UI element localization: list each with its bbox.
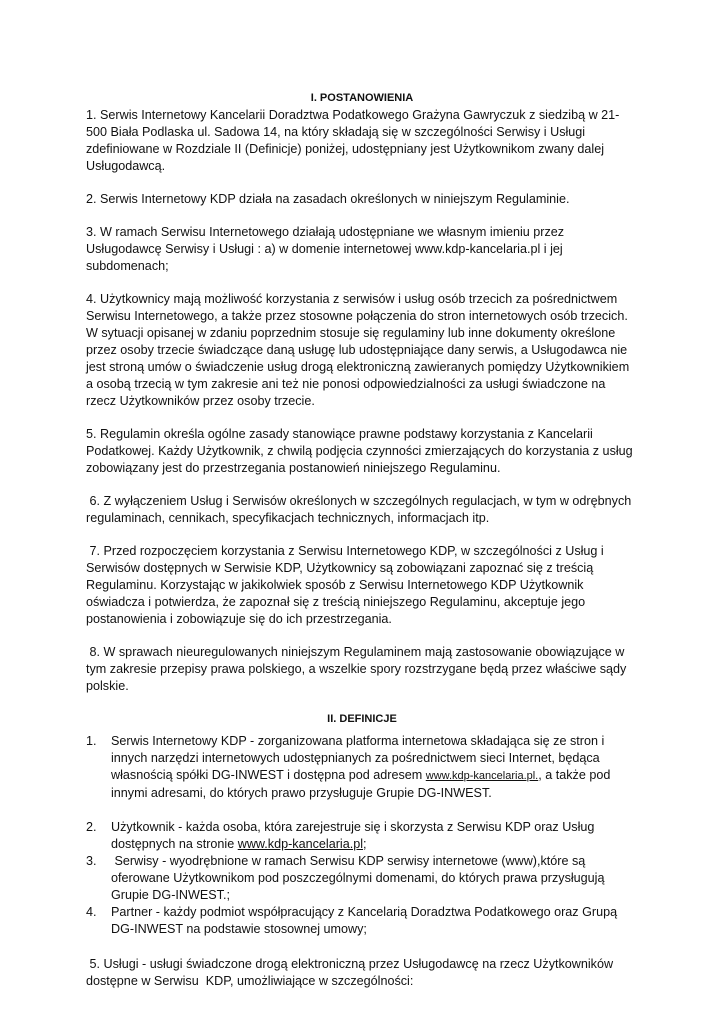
- definition-text: Użytkownik - każda osoba, która zarejestruje się i skorzysta z Serwisu KDP oraz Usług dostępnych na stronie: [111, 820, 595, 851]
- definition-item: [86, 853, 638, 904]
- document-page: [86, 90, 638, 1006]
- definition-text: Serwisy - wyodrębnione w ramach Serwisu KDP serwisy internetowe (www),które są oferowane Użytkownikom pod poszczególnymi domenami, do których prawa przysługują Grupie DG-INWEST.;: [111, 854, 608, 902]
- section-heading-definicje: II. DEFINICJE: [327, 713, 397, 725]
- definition-number: 4.: [86, 905, 97, 919]
- definitions-list: [86, 733, 638, 938]
- paragraph-8: 8. W sprawach nieuregulowanych niniejszym Regulaminem mają zastosowanie obowiązujące w tym zakresie przepisy prawa polskiego, a wszelkie spory rozstrzygane będą przez właściwe sądy polskie.: [86, 645, 630, 693]
- paragraph-7: 7. Przed rozpoczęciem korzystania z Serwisu Internetowego KDP, w szczególności z Usług i Serwisów dostępnych w Serwisie KDP, Użytkownicy są zobowiązani zapoznać się z treścią Regulaminu. Korzystając w jakikolwiek sposób z Serwisu Internetowego KDP Użytkownik oświadcza i potwierdza, że zapoznał się z treścią niniejszego Regulaminu, akceptuje jego postanowienia i zobowiązuje się do ich przestrzegania.: [86, 544, 608, 626]
- paragraph-2: 2. Serwis Internetowy KDP działa na zasadach określonych w niniejszym Regulaminie.: [86, 192, 570, 206]
- definition-number: 1.: [86, 734, 97, 748]
- definition-number: 3.: [86, 854, 97, 868]
- section-heading-postanowienia: I. POSTANOWIENIA: [310, 92, 414, 104]
- paragraph-4: 4. Użytkownicy mają możliwość korzystania z serwisów i usług osób trzecich za pośrednictwem Serwisu Internetowego, a także przez stosowne połączenia do stron internetowych osób trzecich. W sytuacji opisanej w zdaniu poprzednim stosuje się regulaminy lub inne dokumenty określone przez osoby trzecie świadczące daną usługę lub udostępniające dany serwis, a Usługodawca nie jest stroną umów o świadczenie usług drogą elektroniczną zawieranych pomiędzy Użytkownikiem a osobą trzecią w tym zakresie ani też nie ponosi odpowiedzialności za usługi świadczone na rzecz Użytkowników przez osoby trzecie.: [86, 292, 630, 408]
- kdp-link[interactable]: www.kdp-kancelaria.pl.: [425, 770, 539, 782]
- paragraph-3: 3. W ramach Serwisu Internetowego działają udostępniane we własnym imieniu przez Usługodawcę Serwisy i Usługi : a) w domenie internetowej www.kdp-kancelaria.pl i jej subdomenach;: [86, 225, 565, 273]
- definition-item: [86, 904, 638, 938]
- paragraph-6: 6. Z wyłączeniem Usług i Serwisów określonych w szczególnych regulacjach, w tym w odrębnych regulaminach, cennikach, specyfikacjach technicznych, informacjach itp.: [86, 494, 635, 525]
- definition-number: 2.: [86, 820, 97, 834]
- kdp-link[interactable]: www.kdp-kancelaria.pl: [237, 837, 364, 851]
- paragraph-5: 5. Regulamin określa ogólne zasady stanowiące prawne podstawy korzystania z Kancelarii Podatkowej. Każdy Użytkownik, z chwilą podjęcia czynności zmierzających do korzystania z usług zobowiązany jest do przestrzegania postanowień niniejszego Regulaminu.: [86, 427, 633, 475]
- definition-text: Serwis Internetowy KDP - zorganizowana platforma internetowa składająca się ze stron i innych narzędzi internetowych udostępnianych za pośrednictwem sieci Internet, będąca własnością spółki DG-INWEST i dostępna pod adresem: [111, 734, 605, 782]
- definition-text-continued: ;: [363, 837, 367, 851]
- definition-text: Partner - każdy podmiot współpracujący z Kancelarią Doradztwa Podatkowego oraz Grupą DG-INWEST na podstawie stosownej umowy;: [111, 905, 618, 936]
- definition-text-continued: , a także pod innymi adresami, do których prawo przysługuje Grupie DG-INWEST.: [111, 768, 611, 800]
- definition-item: [86, 819, 638, 853]
- paragraph-uslugi: 5. Usługi - usługi świadczone drogą elektroniczną przez Usługodawcę na rzecz Użytkowników dostępne w Serwisu KDP, umożliwiające w szczególności:: [86, 957, 617, 988]
- definition-item: [86, 733, 638, 802]
- paragraph-1: 1. Serwis Internetowy Kancelarii Doradztwa Podatkowego Grażyna Gawryczuk z siedzibą w 21-500 Biała Podlaska ul. Sadowa 14, na który składają się w szczególności Serwisy i Usługi zdefiniowane w Rozdziale II (Definicje) poniżej, udostępniany jest Użytkownikom zwany dalej Usługodawcą.: [86, 108, 620, 173]
